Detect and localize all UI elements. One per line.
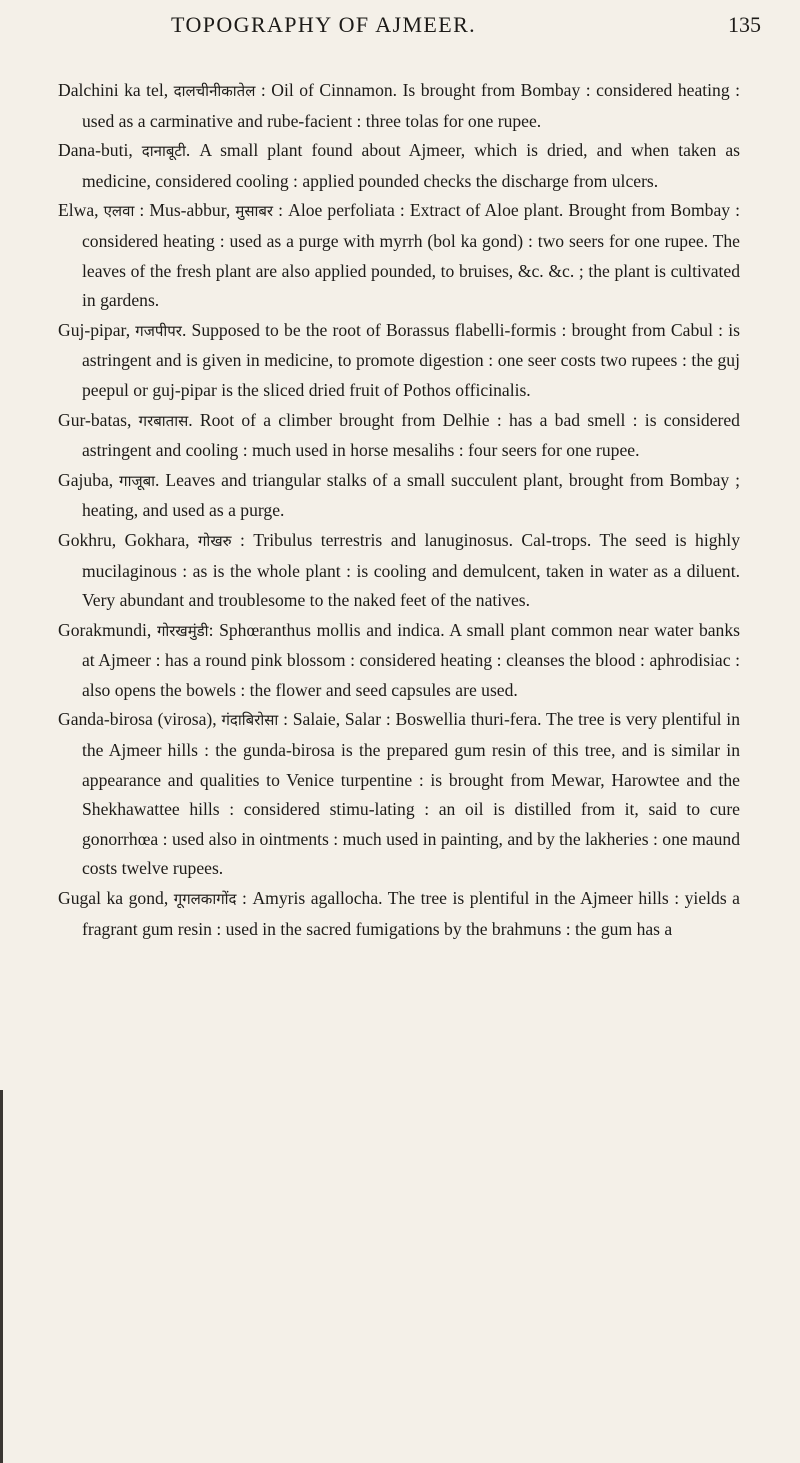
entry-description: : Amyris agallocha. The tree is plentiful in the Ajmeer hills : yields a fragrant gum resin : used in the sacred fumigations by the brahmuns : the gum has a — [82, 888, 740, 939]
glossary-entry — [58, 136, 740, 196]
entry-devanagari: गजपीपर — [135, 321, 182, 340]
entry-devanagari: गंदाबिरोसा — [221, 711, 279, 730]
entry-devanagari-secondary: मुसाबर — [235, 202, 274, 221]
entry-term: Gugal ka gond, — [58, 888, 174, 909]
glossary-entry — [58, 76, 740, 136]
glossary-entry — [58, 884, 740, 944]
entry-devanagari: गोखरु — [197, 531, 232, 550]
entry-description: . Leaves and triangular stalks of a small succulent plant, brought from Bombay ; heating, and used as a purge. — [82, 469, 740, 521]
glossary-entry — [58, 526, 740, 616]
entry-devanagari: गरबातास — [138, 411, 189, 430]
entry-description: . A small plant found about Ajmeer, which is dried, and when taken as medicine, considered cooling : applied pounded checks the discharge from ulcers. — [82, 140, 740, 191]
glossary-entry — [58, 316, 740, 406]
entry-devanagari: गाजूबा — [119, 471, 156, 490]
entry-term: Dalchini ka tel, — [58, 80, 174, 100]
entry-description-continued: : Aloe perfoliata : Extract of Aloe plant. Brought from Bombay : considered heating : used as a purge with myrrh (bol ka gond) : two seers for one rupee. The leaves of the fresh plant are also applied pounded, to bruises, &c. &c. ; the plant is cultivated in gardens. — [82, 200, 741, 311]
entry-devanagari: गोरखमुंडी — [156, 621, 209, 640]
glossary-entry — [58, 466, 740, 526]
entry-description: : Oil of Cinnamon. Is brought from Bombay : considered heating : used as a carminative and rube-facient : three tolas for one rupee. — [82, 80, 740, 131]
entry-term: Guj-pipar, — [58, 319, 136, 340]
entry-description: : Tribulus terrestris and lanuginosus. Cal-trops. The seed is highly mucilaginous : as is the whole plant : is cooling and demulcent, taken in water as a diluent. Very abundant and troublesome to the naked feet of the natives. — [82, 529, 740, 611]
entry-devanagari: एलवा — [103, 202, 135, 221]
entry-term: Gorakmundi, — [58, 619, 157, 640]
entry-term: Elwa, — [58, 200, 104, 221]
entry-term: Gokhru, Gokhara, — [58, 529, 198, 550]
glossary-entry — [58, 196, 740, 315]
glossary-entry — [58, 616, 740, 706]
entry-description: . Root of a climber brought from Delhie : has a bad smell : is considered astringent and cooling : much used in horse mesalihs : four seers for one rupee. — [82, 409, 740, 461]
entry-devanagari: दालचीनीकातेल — [173, 82, 256, 100]
entry-devanagari: गूगलकागोंद — [173, 890, 237, 909]
entry-term: Dana-buti, — [58, 140, 142, 161]
glossary-entry — [58, 406, 740, 466]
page-number: 135 — [728, 12, 761, 37]
glossary-entry — [58, 705, 740, 884]
running-title: TOPOGRAPHY OF AJMEER. — [171, 12, 477, 37]
entry-description: : Sphœranthus mollis and indica. A small plant common near water banks at Ajmeer : has a round pink blossom : considered heating : cleanses the blood : aphrodisiac : also opens the bowels : the flower and seed capsules are used. — [82, 619, 740, 700]
entry-devanagari: दानाबूटी — [141, 142, 186, 161]
entry-description: : Salaie, Salar : Boswellia thuri-fera. The tree is very plentiful in the Ajmeer hills : the gunda-birosa is the prepared gum resin of this tree, and is similar in appearance and qualities to Venice turpentine : is brought from Mewar, Harowtee and the Shekhawattee hills : considered stimu-lating : an oil is distilled from it, said to cure gonorrhœa : used also in ointments : much used in painting, and by the lakheries : one maund costs twelve rupees. — [82, 709, 740, 879]
entry-term: Ganda-birosa (virosa), — [58, 709, 222, 730]
entry-description: : Mus-abbur, — [134, 200, 236, 221]
glossary-body — [58, 76, 740, 944]
entry-term: Gajuba, — [58, 469, 120, 490]
entry-description: . Supposed to be the root of Borassus flabelli-formis : brought from Cabul : is astringent and is given in medicine, to promote digestion : one seer costs two rupees : the guj peepul or guj-pipar is the sliced dried fruit of Pothos officinalis. — [82, 319, 740, 400]
entry-term: Gur-batas, — [58, 409, 139, 430]
page-binding-edge — [0, 1090, 3, 1463]
page-header — [0, 12, 800, 52]
